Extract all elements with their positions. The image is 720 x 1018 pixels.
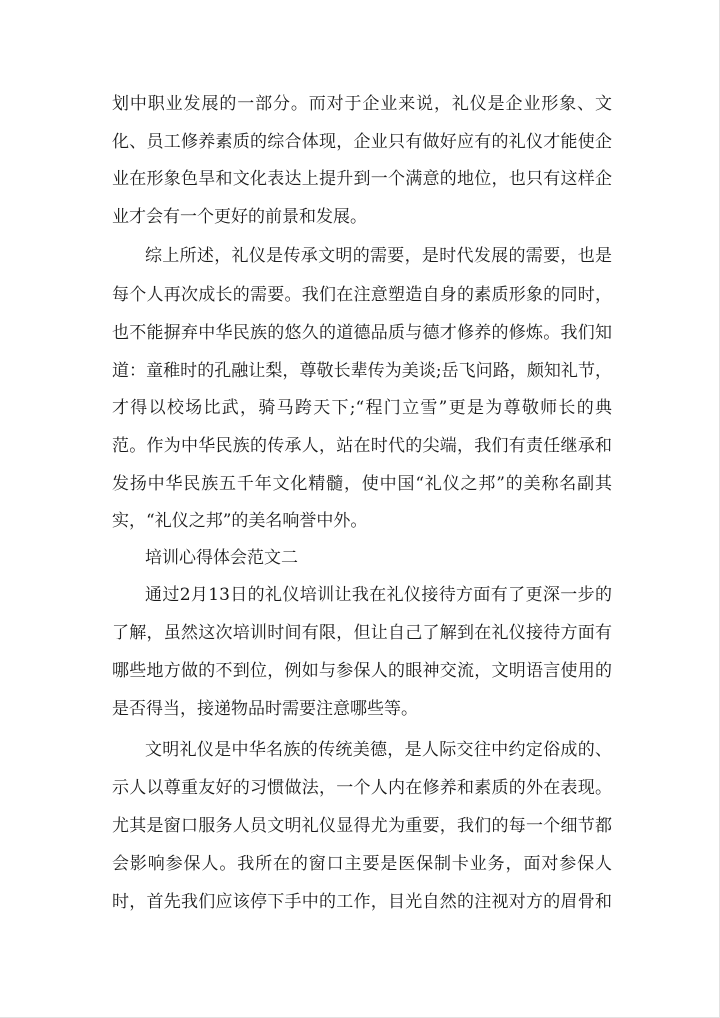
paragraph-line: 发扬中华民族五千年文化精髓，使中国“礼仪之邦”的美称名副其 — [112, 474, 612, 494]
paragraph-line: 也不能摒弃中华民族的悠久的道德品质与德才修养的修炼。我们知 — [112, 323, 612, 343]
paragraph-line: 会影响参保人。我所在的窗口主要是医保制卡业务，面对参保人 — [112, 854, 612, 874]
paragraph-line: 尤其是窗口服务人员文明礼仪显得尤为重要，我们的每一个细节都 — [112, 816, 612, 836]
paragraph-line: 道：童稚时的孔融让梨，尊敬长辈传为美谈;岳飞问路，颇知礼节， — [112, 361, 612, 381]
paragraph-line: 时，首先我们应该停下手中的工作，目光自然的注视对方的眉骨和 — [112, 892, 612, 912]
paragraph-line: 范。作为中华民族的传承人，站在时代的尖端，我们有责任继承和 — [112, 436, 612, 456]
paragraph-line: 了解，虽然这次培训时间有限，但让自己了解到在礼仪接待方面有 — [112, 623, 612, 643]
paragraph-line: 示人以尊重友好的习惯做法，一个人内在修养和素质的外在表现。 — [112, 778, 612, 798]
section-heading: 培训心得体会范文二 — [145, 548, 298, 568]
paragraph-line: 实，“礼仪之邦”的美名响誉中外。 — [112, 511, 368, 531]
paragraph-line: 化、员工修养素质的综合体现，企业只有做好应有的礼仪才能使企 — [112, 132, 612, 152]
paragraph-line: 哪些地方做的不到位，例如与参保人的眼神交流，文明语言使用的 — [112, 661, 612, 681]
paragraph-line: 是否得当，接递物品时需要注意哪些等。 — [112, 699, 418, 719]
paragraph-line: 通过2月13日的礼仪培训让我在礼仪接待方面有了更深一步的 — [145, 585, 612, 605]
paragraph-line: 综上所述，礼仪是传承文明的需要，是时代发展的需要，也是 — [145, 246, 612, 266]
paragraph-line: 业在形象色旱和文化表达上提升到一个满意的地位，也只有这样企 — [112, 169, 612, 189]
paragraph-line: 划中职业发展的一部分。而对于企业来说，礼仪是企业形象、文 — [112, 94, 612, 114]
paragraph-line: 才得以校场比武，骑马跨天下;“程门立雪”更是为尊敬师长的典 — [112, 398, 612, 418]
paragraph-line: 每个人再次成长的需要。我们在注意塑造自身的素质形象的同时， — [112, 285, 612, 305]
paragraph-line: 业才会有一个更好的前景和发展。 — [112, 207, 367, 227]
paragraph-line: 文明礼仪是中华名族的传统美德，是人际交往中约定俗成的、 — [145, 740, 612, 760]
